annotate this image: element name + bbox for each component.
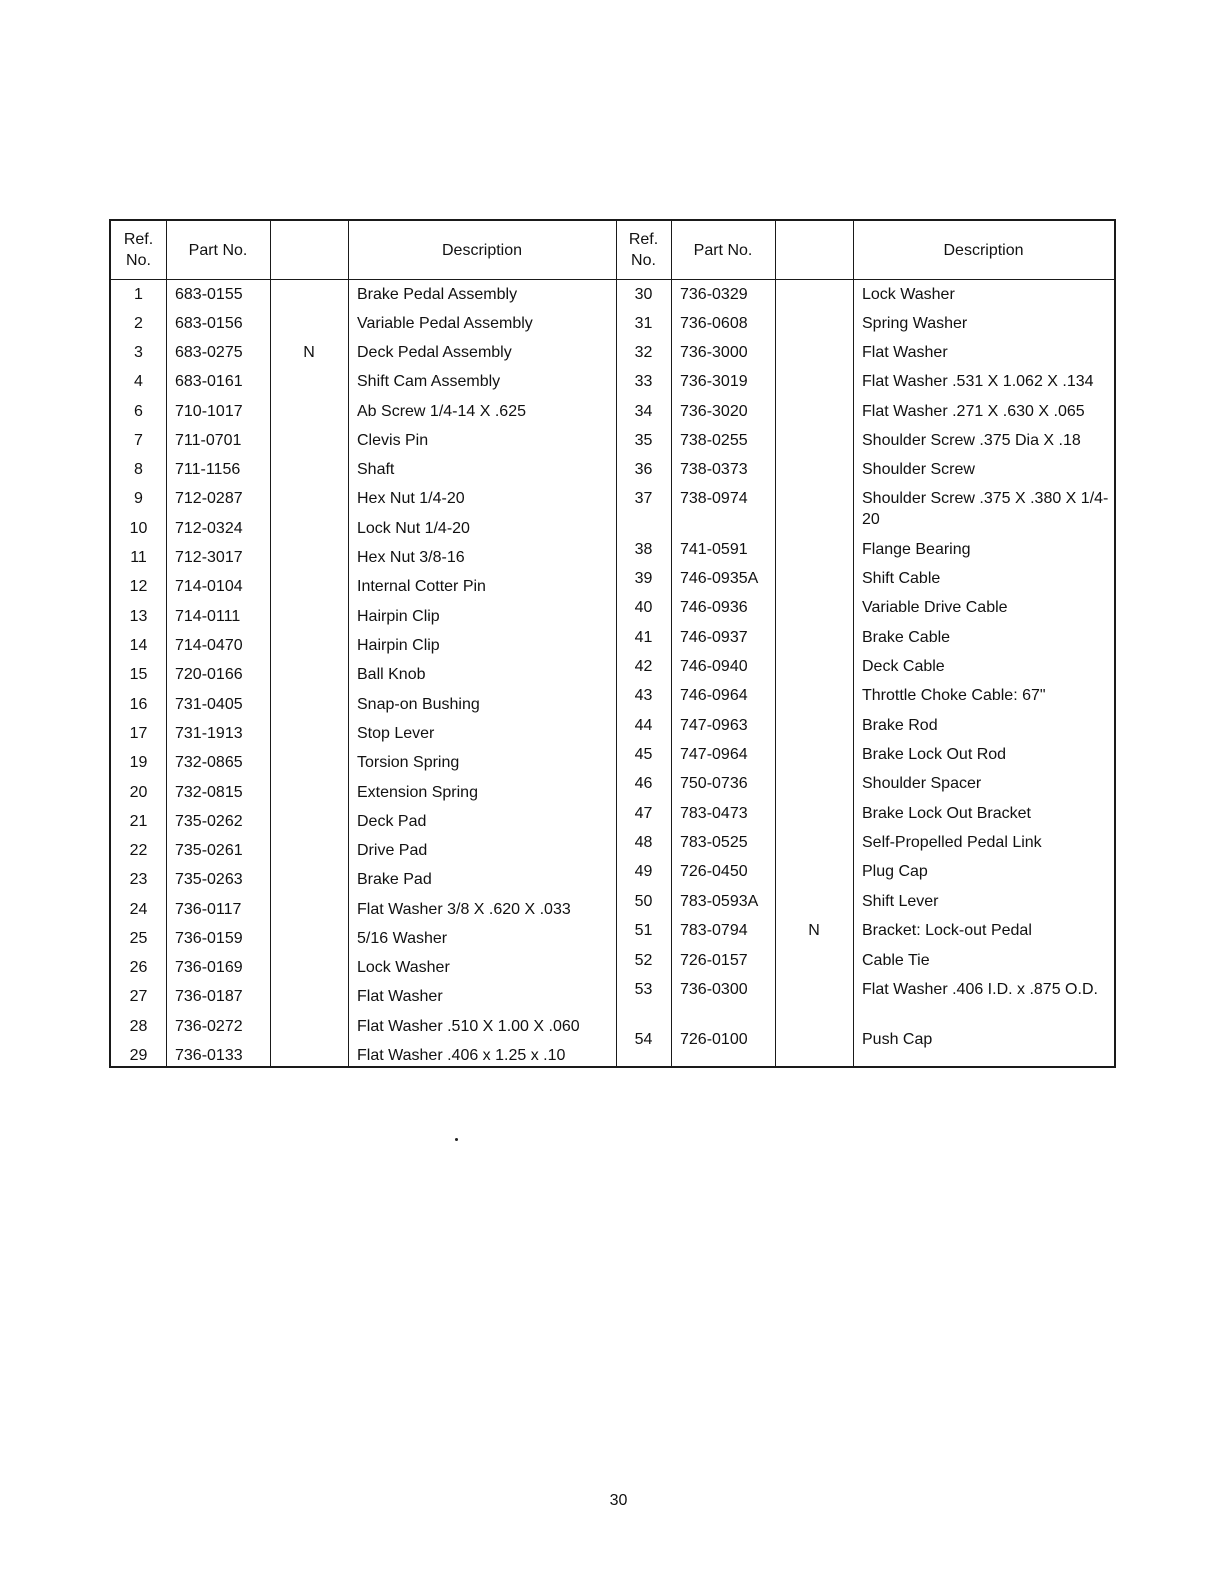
ref-no-cell: 28 (129, 1018, 148, 1035)
ref-no-cell: 51 (634, 922, 653, 939)
ref-no-cell: 34 (634, 403, 653, 420)
ref-no-cell: 13 (129, 608, 148, 625)
description-cell: Ab Screw 1/4-14 X .625 (357, 403, 526, 420)
header-description: Description (441, 241, 523, 259)
part-no-cell: 736-0272 (175, 1018, 243, 1035)
ref-no-cell: 39 (634, 570, 653, 587)
column-divider (166, 221, 167, 1066)
description-cell: Throttle Choke Cable: 67" (862, 687, 1046, 704)
part-no-cell: 683-0155 (175, 286, 243, 303)
note-cell: N (303, 344, 315, 361)
description-cell: Deck Pedal Assembly (357, 344, 512, 361)
description-cell: Variable Pedal Assembly (357, 315, 533, 332)
ref-no-cell: 54 (634, 1031, 653, 1048)
ref-no-cell: 24 (129, 901, 148, 918)
column-divider (853, 221, 854, 1066)
part-no-cell: 735-0262 (175, 813, 243, 830)
part-no-cell: 746-0964 (680, 687, 748, 704)
ref-no-cell: 17 (129, 725, 148, 742)
description-cell: Push Cap (862, 1031, 933, 1048)
description-cell: Flat Washer .406 x 1.25 x .10 (357, 1047, 566, 1064)
description-cell: Flat Washer .406 I.D. x .875 O.D. (862, 981, 1098, 998)
ref-no-cell: 20 (129, 784, 148, 801)
header-ref-no: Ref. No. (123, 231, 154, 269)
part-no-cell: 783-0794 (680, 922, 748, 939)
description-cell: Flat Washer (357, 988, 443, 1005)
ref-no-cell: 36 (634, 461, 653, 478)
part-no-cell: 712-0324 (175, 520, 243, 537)
description-cell: Flat Washer (862, 344, 948, 361)
description-cell: Bracket: Lock-out Pedal (862, 922, 1032, 939)
part-no-cell: 731-0405 (175, 696, 243, 713)
description-cell: Lock Nut 1/4-20 (357, 520, 470, 537)
ref-no-cell: 2 (134, 315, 143, 332)
page-number: 30 (609, 1492, 628, 1509)
part-no-cell: 736-3020 (680, 403, 748, 420)
part-no-cell: 714-0111 (175, 608, 241, 625)
part-no-cell: 736-3000 (680, 344, 748, 361)
part-no-cell: 736-0187 (175, 988, 243, 1005)
ref-no-cell: 4 (134, 373, 143, 390)
part-no-cell: 750-0736 (680, 775, 748, 792)
column-divider (348, 221, 349, 1066)
part-no-cell: 736-3019 (680, 373, 748, 390)
ref-no-cell: 44 (634, 717, 653, 734)
ref-no-cell: 8 (134, 461, 143, 478)
ref-no-cell: 7 (134, 432, 143, 449)
part-no-cell: 783-0593A (680, 893, 759, 910)
ref-no-cell: 6 (134, 403, 143, 420)
parts-table (109, 219, 1116, 1068)
ref-no-cell: 40 (634, 599, 653, 616)
part-no-cell: 735-0263 (175, 871, 243, 888)
part-no-cell: 738-0373 (680, 461, 748, 478)
ref-no-cell: 48 (634, 834, 653, 851)
description-cell: Shaft (357, 461, 395, 478)
part-no-cell: 746-0935A (680, 570, 759, 587)
ref-no-cell: 14 (129, 637, 148, 654)
part-no-cell: 747-0963 (680, 717, 748, 734)
description-cell: Flat Washer .271 X .630 X .065 (862, 403, 1085, 420)
description-cell: Torsion Spring (357, 754, 460, 771)
part-no-cell: 683-0275 (175, 344, 243, 361)
part-no-cell: 746-0940 (680, 658, 748, 675)
description-cell: Shift Cam Assembly (357, 373, 501, 390)
description-cell: Internal Cotter Pin (357, 578, 486, 595)
ref-no-cell: 26 (129, 959, 148, 976)
header-divider (111, 279, 616, 280)
description-cell: Flange Bearing (862, 541, 971, 558)
description-cell: Shift Cable (862, 570, 941, 587)
description-cell: Brake Rod (862, 717, 938, 734)
part-no-cell: 726-0157 (680, 952, 748, 969)
description-cell: Lock Washer (357, 959, 450, 976)
parts-table-right-half (616, 221, 1114, 1066)
description-cell: Flat Washer .510 X 1.00 X .060 (357, 1018, 580, 1035)
ref-no-cell: 45 (634, 746, 653, 763)
part-no-cell: 731-1913 (175, 725, 243, 742)
description-cell: Flat Washer .531 X 1.062 X .134 (862, 373, 1094, 390)
part-no-cell: 710-1017 (175, 403, 243, 420)
ref-no-cell: 15 (129, 666, 148, 683)
part-no-cell: 726-0100 (680, 1031, 748, 1048)
description-cell: Cable Tie (862, 952, 930, 969)
ref-no-cell: 21 (129, 813, 148, 830)
description-cell: Shoulder Screw .375 X .380 X 1/4-20 (862, 490, 1109, 528)
part-no-cell: 736-0300 (680, 981, 748, 998)
description-cell: Hairpin Clip (357, 608, 440, 625)
part-no-cell: 711-1156 (175, 461, 241, 478)
ref-no-cell: 41 (634, 629, 653, 646)
part-no-cell: 732-0815 (175, 784, 243, 801)
part-no-cell: 736-0117 (175, 901, 242, 918)
description-cell: Shoulder Spacer (862, 775, 982, 792)
header-part-no: Part No. (188, 241, 248, 259)
description-cell: Variable Drive Cable (862, 599, 1008, 616)
description-cell: Shoulder Screw .375 Dia X .18 (862, 432, 1081, 449)
part-no-cell: 735-0261 (175, 842, 243, 859)
ref-no-cell: 25 (129, 930, 148, 947)
ref-no-cell: 16 (129, 696, 148, 713)
part-no-cell: 714-0104 (175, 578, 243, 595)
part-no-cell: 741-0591 (680, 541, 748, 558)
description-cell: Brake Lock Out Rod (862, 746, 1007, 763)
parts-table-left-half (111, 221, 616, 1066)
ref-no-cell: 38 (634, 541, 653, 558)
part-no-cell: 683-0161 (175, 373, 243, 390)
description-cell: Brake Pedal Assembly (357, 286, 518, 303)
description-cell: Deck Pad (357, 813, 427, 830)
part-no-cell: 738-0974 (680, 490, 748, 507)
note-cell: N (808, 922, 820, 939)
part-no-cell: 736-0133 (175, 1047, 243, 1064)
description-cell: Hex Nut 3/8-16 (357, 549, 465, 566)
ref-no-cell: 46 (634, 775, 653, 792)
ref-no-cell: 23 (129, 871, 148, 888)
ref-no-cell: 35 (634, 432, 653, 449)
ref-no-cell: 47 (634, 805, 653, 822)
ref-no-cell: 50 (634, 893, 653, 910)
column-divider (671, 221, 672, 1066)
header-description: Description (943, 241, 1024, 259)
ref-no-cell: 27 (129, 988, 148, 1005)
description-cell: Brake Pad (357, 871, 432, 888)
part-no-cell: 712-3017 (175, 549, 243, 566)
description-cell: Snap-on Bushing (357, 696, 480, 713)
part-no-cell: 747-0964 (680, 746, 748, 763)
ref-no-cell: 10 (129, 520, 148, 537)
part-no-cell: 746-0936 (680, 599, 748, 616)
part-no-cell: 683-0156 (175, 315, 243, 332)
description-cell: Flat Washer 3/8 X .620 X .033 (357, 901, 571, 918)
part-no-cell: 736-0608 (680, 315, 748, 332)
ref-no-cell: 11 (130, 549, 147, 566)
description-cell: Self-Propelled Pedal Link (862, 834, 1042, 851)
part-no-cell: 714-0470 (175, 637, 243, 654)
print-speck (455, 1138, 458, 1141)
ref-no-cell: 19 (129, 754, 148, 771)
part-no-cell: 720-0166 (175, 666, 243, 683)
ref-no-cell: 52 (634, 952, 653, 969)
description-cell: 5/16 Washer (357, 930, 448, 947)
ref-no-cell: 1 (134, 286, 143, 303)
part-no-cell: 732-0865 (175, 754, 243, 771)
ref-no-cell: 29 (129, 1047, 148, 1064)
ref-no-cell: 42 (634, 658, 653, 675)
part-no-cell: 746-0937 (680, 629, 748, 646)
description-cell: Clevis Pin (357, 432, 429, 449)
description-cell: Deck Cable (862, 658, 945, 675)
ref-no-cell: 49 (634, 863, 653, 880)
description-cell: Shoulder Screw (862, 461, 975, 478)
part-no-cell: 736-0159 (175, 930, 243, 947)
description-cell: Plug Cap (862, 863, 928, 880)
part-no-cell: 711-0701 (175, 432, 242, 449)
description-cell: Hex Nut 1/4-20 (357, 490, 465, 507)
ref-no-cell: 3 (134, 344, 143, 361)
ref-no-cell: 33 (634, 373, 653, 390)
ref-no-cell: 12 (129, 578, 148, 595)
part-no-cell: 783-0473 (680, 805, 748, 822)
description-cell: Extension Spring (357, 784, 478, 801)
part-no-cell: 736-0169 (175, 959, 243, 976)
description-cell: Stop Lever (357, 725, 435, 742)
part-no-cell: 738-0255 (680, 432, 748, 449)
part-no-cell: 726-0450 (680, 863, 748, 880)
description-cell: Brake Cable (862, 629, 951, 646)
ref-no-cell: 22 (129, 842, 148, 859)
description-cell: Spring Washer (862, 315, 968, 332)
header-ref-no: Ref. No. (628, 231, 659, 269)
description-cell: Hairpin Clip (357, 637, 440, 654)
part-no-cell: 712-0287 (175, 490, 243, 507)
ref-no-cell: 43 (634, 687, 653, 704)
description-cell: Drive Pad (357, 842, 428, 859)
part-no-cell: 736-0329 (680, 286, 748, 303)
ref-no-cell: 37 (634, 490, 653, 507)
description-cell: Brake Lock Out Bracket (862, 805, 1031, 822)
description-cell: Shift Lever (862, 893, 939, 910)
description-cell: Ball Knob (357, 666, 426, 683)
ref-no-cell: 32 (634, 344, 653, 361)
description-cell: Lock Washer (862, 286, 955, 303)
ref-no-cell: 53 (634, 981, 653, 998)
ref-no-cell: 9 (134, 490, 143, 507)
ref-no-cell: 30 (634, 286, 653, 303)
ref-no-cell: 31 (634, 315, 653, 332)
header-part-no: Part No. (693, 241, 753, 259)
header-divider (616, 279, 1114, 280)
part-no-cell: 783-0525 (680, 834, 748, 851)
